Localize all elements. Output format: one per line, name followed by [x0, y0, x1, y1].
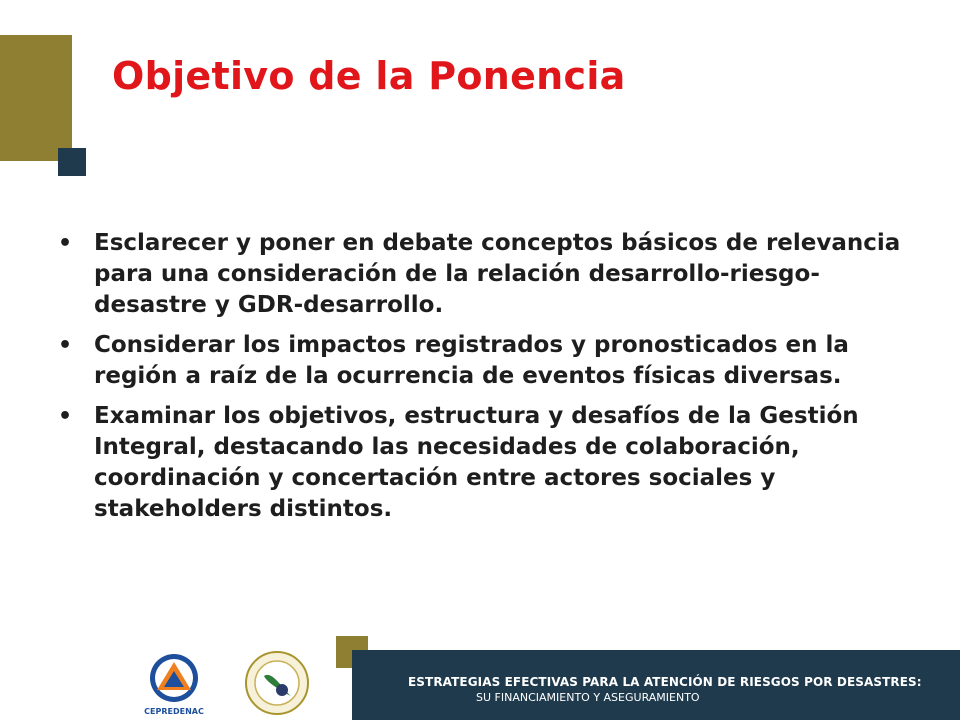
bullet-text: Considerar los impactos registrados y pronosticados en la región a raíz de la ocurrencia de eventos físicas diversas.	[94, 332, 849, 389]
cepredenac-label: CEPREDENAC	[144, 707, 204, 716]
sica-seal-icon	[244, 650, 310, 716]
bullet-dot-icon: •	[58, 404, 73, 429]
decorative-navy-square	[58, 148, 86, 176]
bullet-item	[58, 228, 918, 321]
cepredenac-emblem-icon	[142, 652, 206, 708]
slide-title: Objetivo de la Ponencia	[112, 54, 626, 98]
decorative-olive-block	[0, 35, 72, 161]
bullet-dot-icon: •	[58, 333, 73, 358]
bullet-dot-icon: •	[58, 231, 73, 256]
banner-subtitle: SU FINANCIAMIENTO Y ASEGURAMIENTO	[476, 691, 700, 704]
banner-title: ESTRATEGIAS EFECTIVAS PARA LA ATENCIÓN DE RIESGOS POR DESASTRES:	[408, 675, 922, 689]
bullet-text: Esclarecer y poner en debate conceptos básicos de relevancia para una consideración de la relación desarrollo-riesgo-desastre y GDR-desarrollo.	[94, 230, 901, 318]
sica-seal-logo	[244, 650, 310, 716]
bullet-text: Examinar los objetivos, estructura y desafíos de la Gestión Integral, destacando las necesidades de colaboración, coordinación y concertación entre actores sociales y stakeholders distintos.	[94, 403, 859, 522]
bullet-item	[58, 330, 918, 392]
bullet-list	[58, 228, 918, 534]
conference-banner	[352, 650, 960, 720]
bullet-item	[58, 401, 918, 525]
cepredenac-logo	[142, 652, 206, 718]
